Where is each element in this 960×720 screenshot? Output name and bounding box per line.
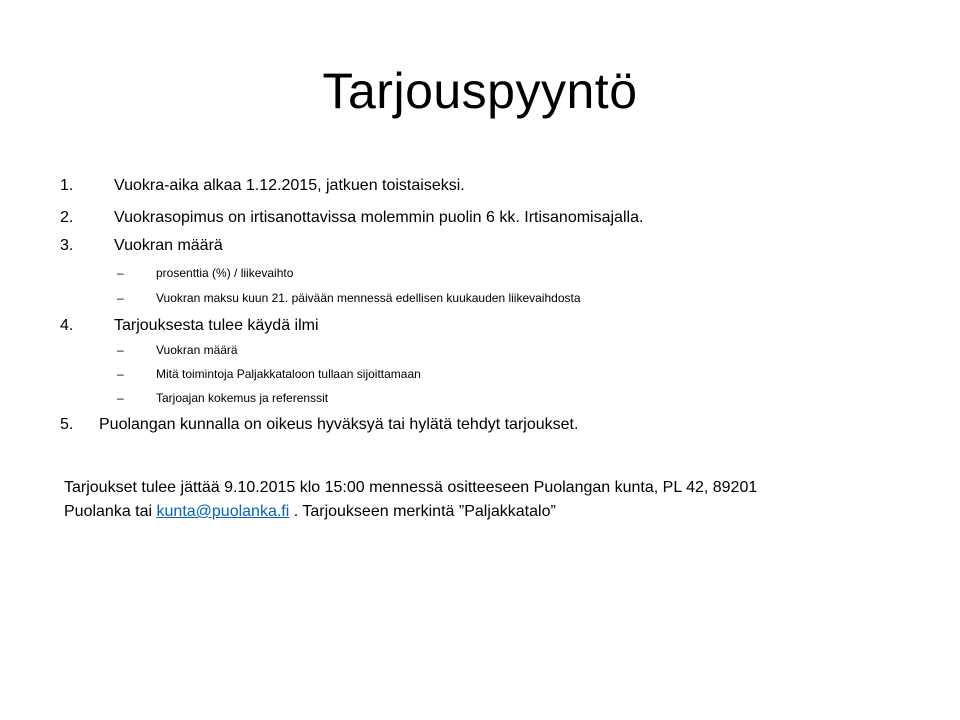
dash-bullet: – (117, 391, 124, 405)
list-item-number: 4. (60, 317, 74, 334)
list-item-text: Puolangan kunnalla on oikeus hyväksyä tai hylätä tehdyt tarjoukset. (99, 416, 579, 433)
list-item-text: Vuokrasopimus on irtisanottavissa molemmin puolin 6 kk. Irtisanomisajalla. (114, 209, 644, 226)
instructions-text: . Tarjoukseen merkintä ”Paljakkatalo” (289, 503, 556, 520)
list-item-text: Vuokran määrä (114, 237, 223, 254)
list-item-number: 1. (60, 177, 74, 194)
sub-list-item-text: Mitä toimintoja Paljakkataloon tullaan sijoittamaan (156, 367, 421, 381)
sub-list-item-text: Tarjoajan kokemus ja referenssit (156, 391, 329, 405)
list-item-text: Vuokra-aika alkaa 1.12.2015, jatkuen toistaiseksi. (114, 177, 465, 194)
list-item-number: 2. (60, 209, 74, 226)
sub-list-item-text: Vuokran määrä (156, 343, 238, 357)
dash-bullet: – (117, 291, 124, 305)
dash-bullet: – (117, 266, 124, 280)
instructions-line-2 (64, 500, 924, 524)
instructions-line-1: Tarjoukset tulee jättää 9.10.2015 klo 15:00 mennessä ositteeseen Puolangan kunta, PL 42, 89201 (64, 479, 758, 496)
instructions-text: Puolanka tai (64, 503, 157, 520)
submission-instructions (64, 476, 924, 524)
sub-list-item-text: Vuokran maksu kuun 21. päivään mennessä edellisen kuukauden liikevaihdosta (156, 291, 581, 305)
dash-bullet: – (117, 367, 124, 381)
list-item-number: 3. (60, 237, 74, 254)
sub-list-item-text: prosenttia (%) / liikevaihto (156, 266, 294, 280)
dash-bullet: – (117, 343, 124, 357)
list-item-text: Tarjouksesta tulee käydä ilmi (114, 317, 319, 334)
email-link[interactable]: kunta@puolanka.fi (156, 503, 290, 520)
slide-title: Tarjouspyyntö (322, 63, 638, 119)
list-item-number: 5. (60, 416, 74, 433)
